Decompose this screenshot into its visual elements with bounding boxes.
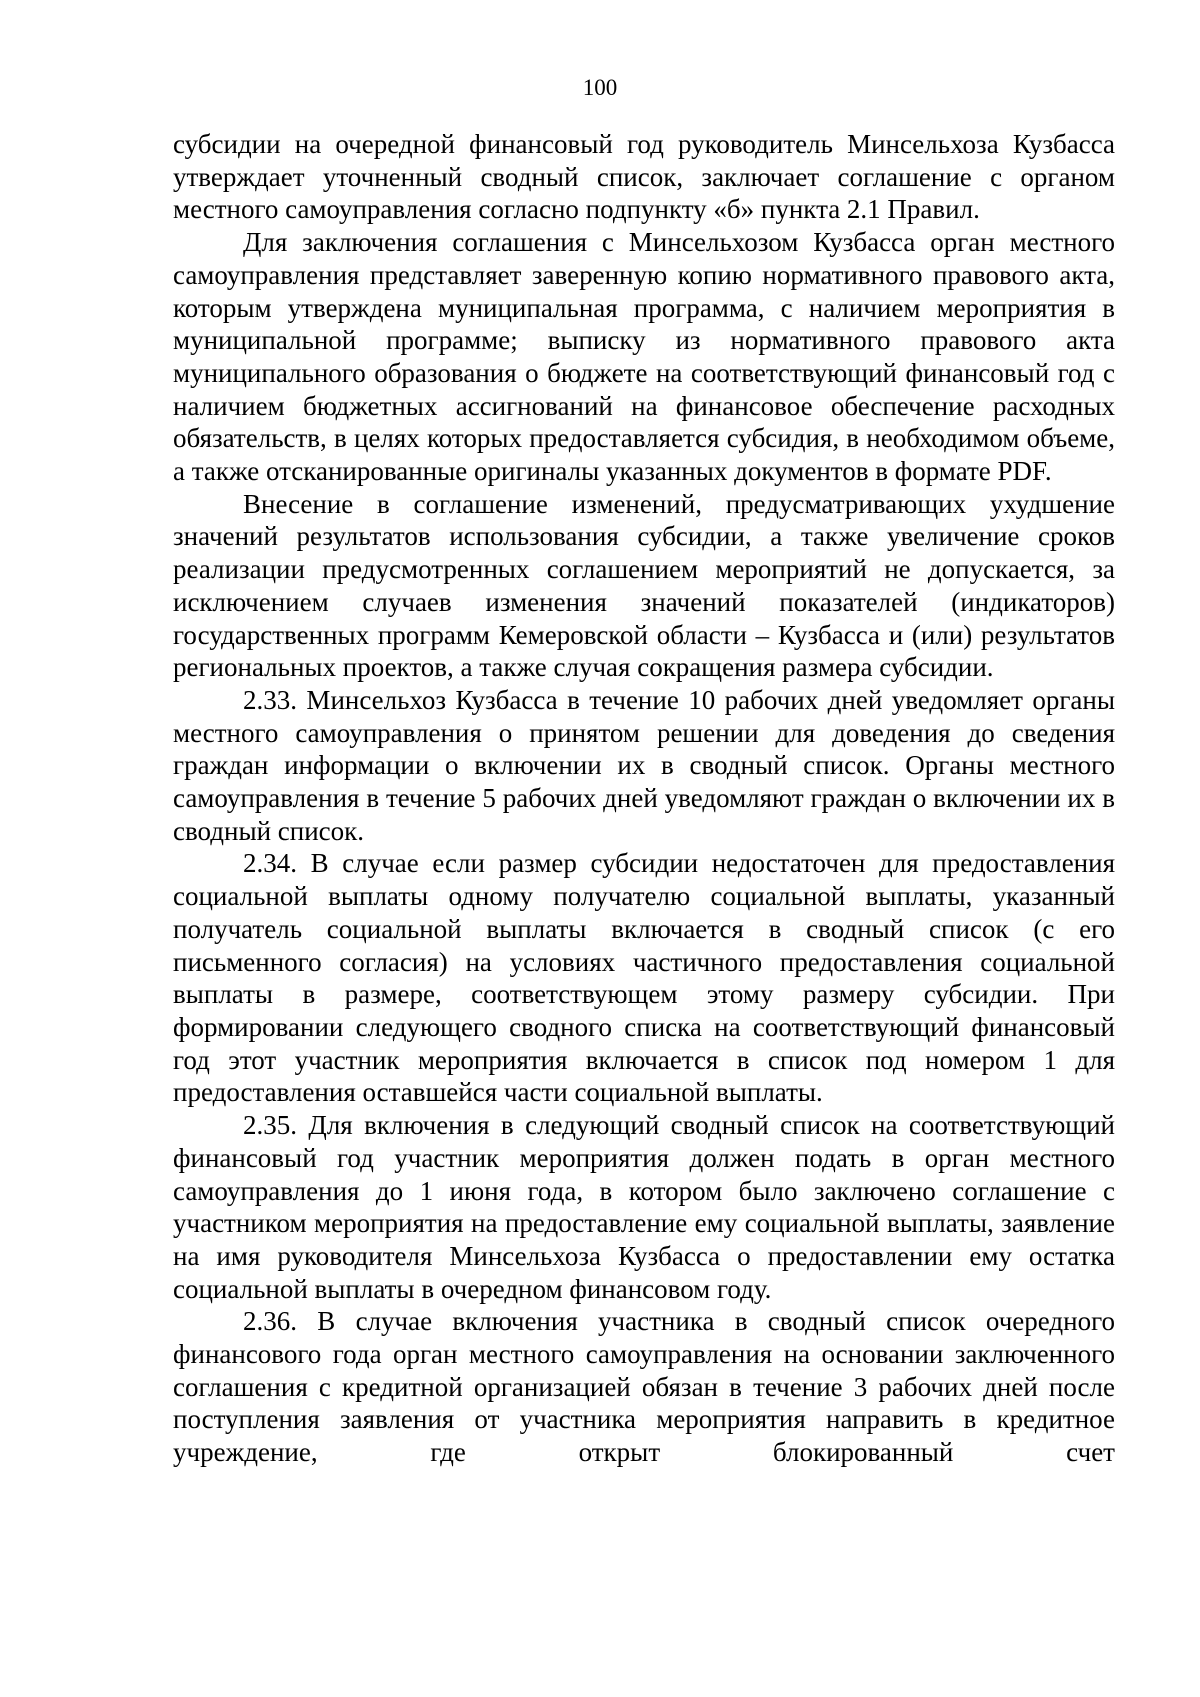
paragraph-2-34: 2.34. В случае если размер субсидии недостаточен для предоставления социальной выплаты одному получателю социальной выплаты, указанный получатель социальной выплаты включается в сводный список (с его письменного согласия) на условиях частичного предоставления социальной выплаты в размере, соответствующем этому размеру субсидии. При формировании следующего сводного списка на соответствующий финансовый год этот участник мероприятия включается в список под номером 1 для предоставления оставшейся части социальной выплаты. bbox=[173, 848, 1115, 1108]
document-body bbox=[173, 128, 1115, 1469]
paragraph-2-36: 2.36. В случае включения участника в сводный список очередного финансового года орган местного самоуправления на основании заключенного соглашения с кредитной организацией обязан в течение 3 рабочих дней после поступления заявления от участника мероприятия направить в кредитное учреждение, где открыт блокированный счет bbox=[173, 1306, 1115, 1468]
paragraph-agreement-documents: Для заключения соглашения с Минсельхозом Кузбасса орган местного самоуправления представляет заверенную копию нормативного правового акта, которым утверждена муниципальная программа, с наличием мероприятия в муниципальной программе; выписку из нормативного правового акта муниципального образования о бюджете на соответствующий финансовый год с наличием бюджетных ассигнований на финансовое обеспечение расходных обязательств, в целях которых предоставляется субсидия, в необходимом объеме, а также отсканированные оригиналы указанных документов в формате PDF. bbox=[173, 227, 1115, 487]
paragraph-continuation: субсидии на очередной финансовый год руководитель Минсельхоза Кузбасса утверждает уточненный сводный список, заключает соглашение с органом местного самоуправления согласно подпункту «б» пункта 2.1 Правил. bbox=[173, 129, 1115, 225]
paragraph-2-33: 2.33. Минсельхоз Кузбасса в течение 10 рабочих дней уведомляет органы местного самоуправления о принятом решении для доведения до сведения граждан информации о включении их в сводный список. Органы местного самоуправления в течение 5 рабочих дней уведомляют граждан о включении их в сводный список. bbox=[173, 684, 1115, 846]
paragraph-amendments: Внесение в соглашение изменений, предусматривающих ухудшение значений результатов использования субсидии, а также увеличение сроков реализации предусмотренных соглашением мероприятий не допускается, за исключением случаев изменения значений показателей (индикаторов) государственных программ Кемеровской области – Кузбасса и (или) результатов региональных проектов, а также случая сокращения размера субсидии. bbox=[173, 488, 1115, 683]
paragraph-2-35: 2.35. Для включения в следующий сводный список на соответствующий финансовый год участник мероприятия должен подать в орган местного самоуправления до 1 июня года, в котором было заключено соглашение с участником мероприятия на предоставление ему социальной выплаты, заявление на имя руководителя Минсельхоза Кузбасса о предоставлении ему остатка социальной выплаты в очередном финансовом году. bbox=[173, 1110, 1115, 1304]
page-number: 100 bbox=[582, 75, 618, 100]
